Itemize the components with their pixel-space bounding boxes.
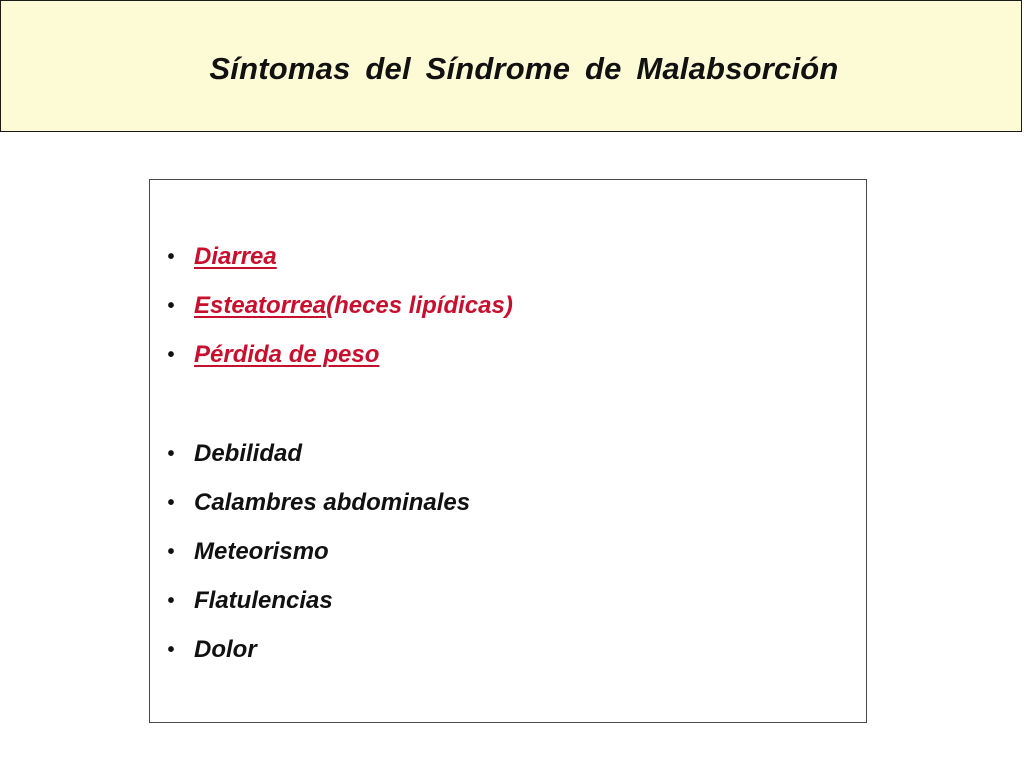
bullet-icon: • <box>167 491 175 514</box>
list-item <box>148 534 329 570</box>
item-label: Esteatorrea <box>194 292 327 319</box>
symptom-list-box <box>149 179 867 723</box>
list-item <box>148 288 513 324</box>
bullet-icon: • <box>167 540 175 563</box>
item-suffix: (heces lipídicas) <box>326 292 513 319</box>
list-item <box>148 583 333 619</box>
list-item <box>148 632 257 668</box>
bullet-icon: • <box>167 638 175 661</box>
title-bar <box>0 0 1022 132</box>
item-label: Pérdida de peso <box>194 341 380 368</box>
bullet-icon: • <box>167 294 175 317</box>
bullet-icon: • <box>167 589 175 612</box>
list-item <box>148 337 379 373</box>
item-label: Flatulencias <box>194 587 333 614</box>
list-item <box>148 485 470 521</box>
slide-title: Síntomas del Síndrome de Malabsorción <box>209 51 839 86</box>
bullet-icon: • <box>167 343 175 366</box>
item-label: Dolor <box>194 636 257 663</box>
item-label: Diarrea <box>194 243 277 270</box>
list-item <box>148 436 302 472</box>
item-label: Debilidad <box>194 440 303 467</box>
list-item <box>148 239 277 275</box>
item-label: Calambres abdominales <box>194 489 471 516</box>
bullet-icon: • <box>167 442 175 465</box>
item-label: Meteorismo <box>194 538 329 565</box>
bullet-icon: • <box>167 245 175 268</box>
